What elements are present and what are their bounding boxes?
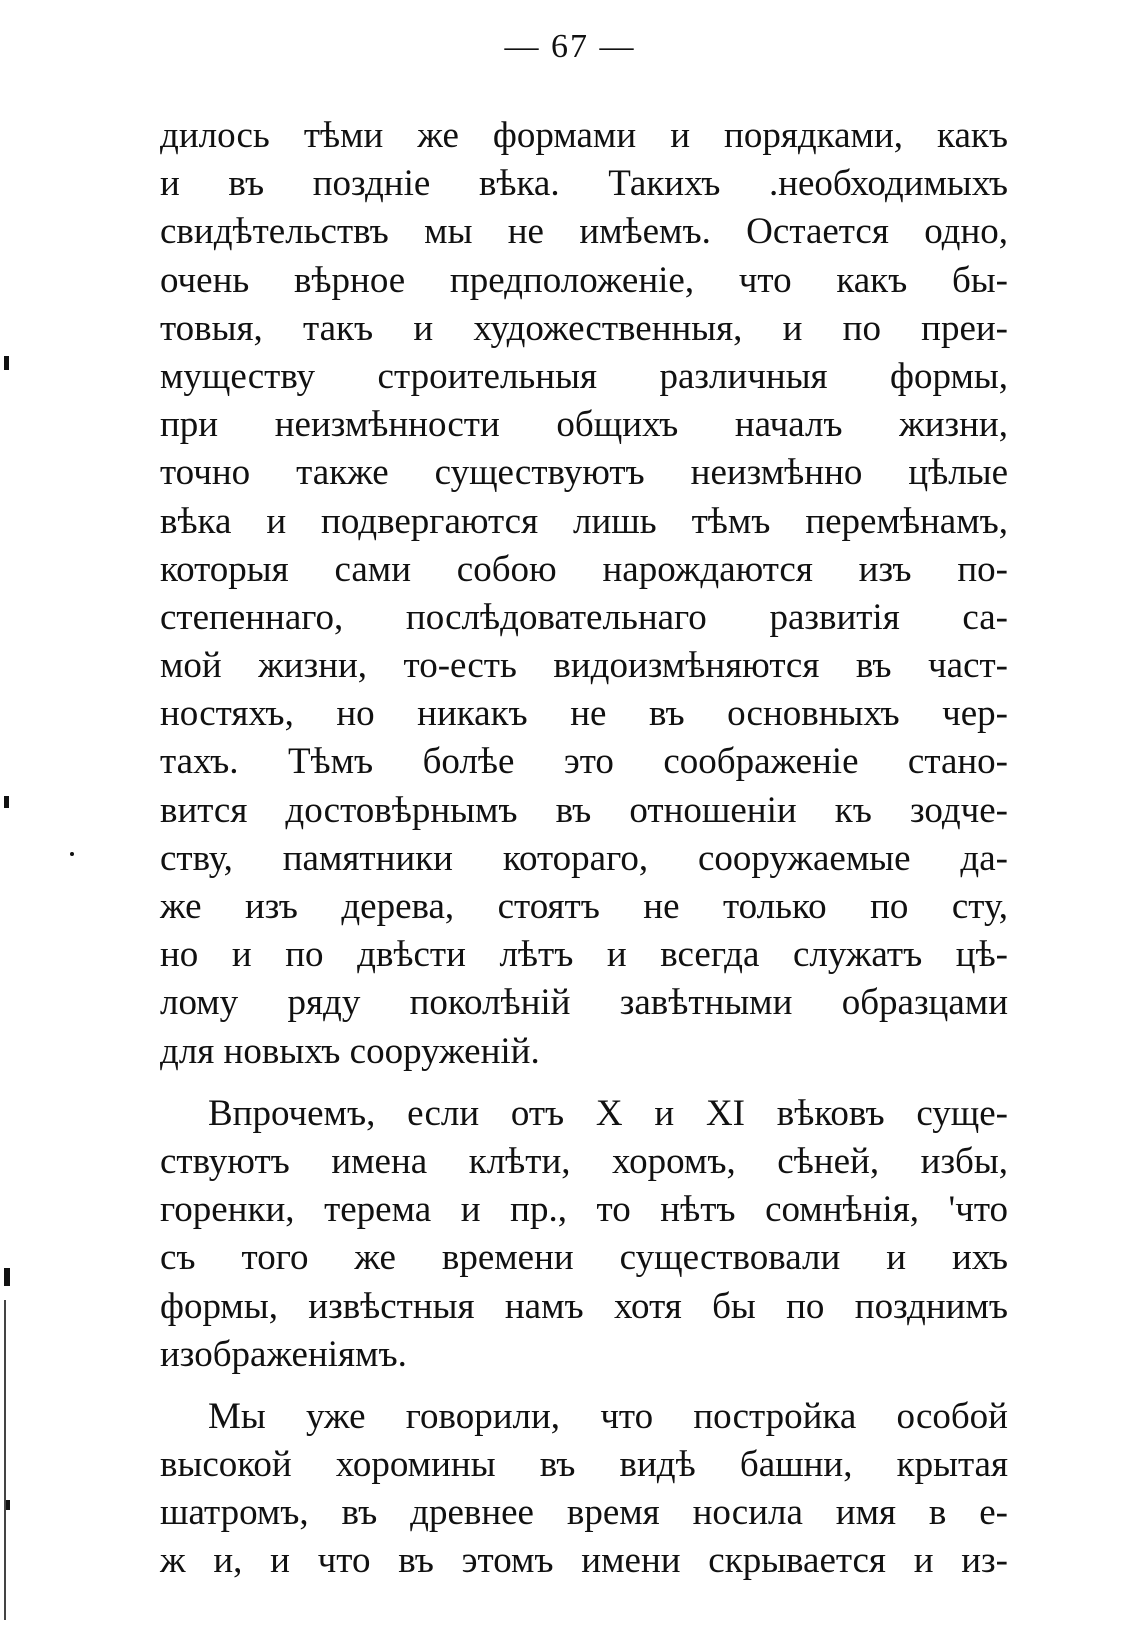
text-line: горенки, терема и пр., то нѣтъ сомнѣнія, 'что — [160, 1189, 1008, 1231]
text-line: мой жизни, то-есть видоизмѣняются въ част- — [160, 645, 1008, 687]
text-line: очень вѣрное предположеніе, что какъ бы- — [160, 259, 1008, 301]
text-line: высокой хоромины въ видѣ башни, крытая — [160, 1444, 1008, 1486]
text-line: Впрочемъ, если отъ X и XI вѣковъ суще- — [208, 1092, 1008, 1134]
text-line: которыя сами собою нарождаются изъ по- — [160, 548, 1008, 590]
text-line: съ того же времени существовали и ихъ — [160, 1237, 1008, 1279]
text-line: ству, памятники котораго, сооружаемые да- — [160, 837, 1008, 879]
text-line: ностяхъ, но никакъ не въ основныхъ чер- — [160, 693, 1008, 735]
scan-mark — [70, 852, 74, 856]
text-line: муществу строительныя различныя формы, — [160, 355, 1008, 397]
text-line: тахъ. Тѣмъ болѣе это соображеніе стано- — [160, 741, 1008, 783]
text-line: вѣка и подвергаются лишь тѣмъ перемѣнамъ, — [160, 500, 1008, 542]
paragraph-gap — [160, 1379, 1008, 1393]
scan-mark — [4, 1268, 10, 1286]
text-line: шатромъ, въ древнее время носила имя в е- — [160, 1492, 1008, 1534]
page-number: — 67 — — [504, 28, 636, 65]
paragraph-2 — [160, 1090, 1008, 1379]
paragraph-1 — [160, 112, 1008, 1076]
text-line: точно также существуютъ неизмѣнно цѣлые — [160, 452, 1008, 494]
scan-mark — [4, 796, 9, 808]
text-line: но и по двѣсти лѣтъ и всегда служатъ цѣ- — [160, 934, 1008, 976]
text-line: свидѣтельствъ мы не имѣемъ. Остается одно, — [160, 211, 1008, 253]
text-line: ствуютъ имена клѣти, хоромъ, сѣней, избы, — [160, 1140, 1008, 1182]
text-line: для новыхъ сооруженій. — [160, 1030, 540, 1072]
text-line: вится достовѣрнымъ въ отношеніи къ зодче- — [160, 789, 1008, 831]
paragraph-3 — [160, 1393, 1008, 1586]
text-line: лому ряду поколѣній завѣтными образцами — [160, 982, 1008, 1024]
text-line: степеннаго, послѣдовательнаго развитія са- — [160, 596, 1008, 638]
text-line: изображеніямъ. — [160, 1333, 407, 1375]
text-line: и въ поздніе вѣка. Такихъ .необходимыхъ — [160, 163, 1008, 205]
text-line: формы, извѣстныя намъ хотя бы по позднимъ — [160, 1285, 1008, 1327]
text-line: дилось тѣми же формами и порядками, какъ — [160, 115, 1008, 156]
scan-mark — [4, 356, 9, 370]
body-text — [160, 112, 1008, 1586]
text-line: при неизмѣнности общихъ началъ жизни, — [160, 404, 1008, 446]
scan-mark — [6, 1500, 10, 1510]
scan-mark — [4, 1300, 6, 1620]
text-line: ж и, и что въ этомъ имени скрывается и из- — [160, 1540, 1008, 1582]
text-line: Мы уже говорили, что постройка особой — [208, 1395, 1008, 1437]
text-line: же изъ дерева, стоятъ не только по сту, — [160, 886, 1008, 927]
text-line: товыя, такъ и художественныя, и по преи- — [160, 307, 1008, 349]
paragraph-gap — [160, 1076, 1008, 1090]
